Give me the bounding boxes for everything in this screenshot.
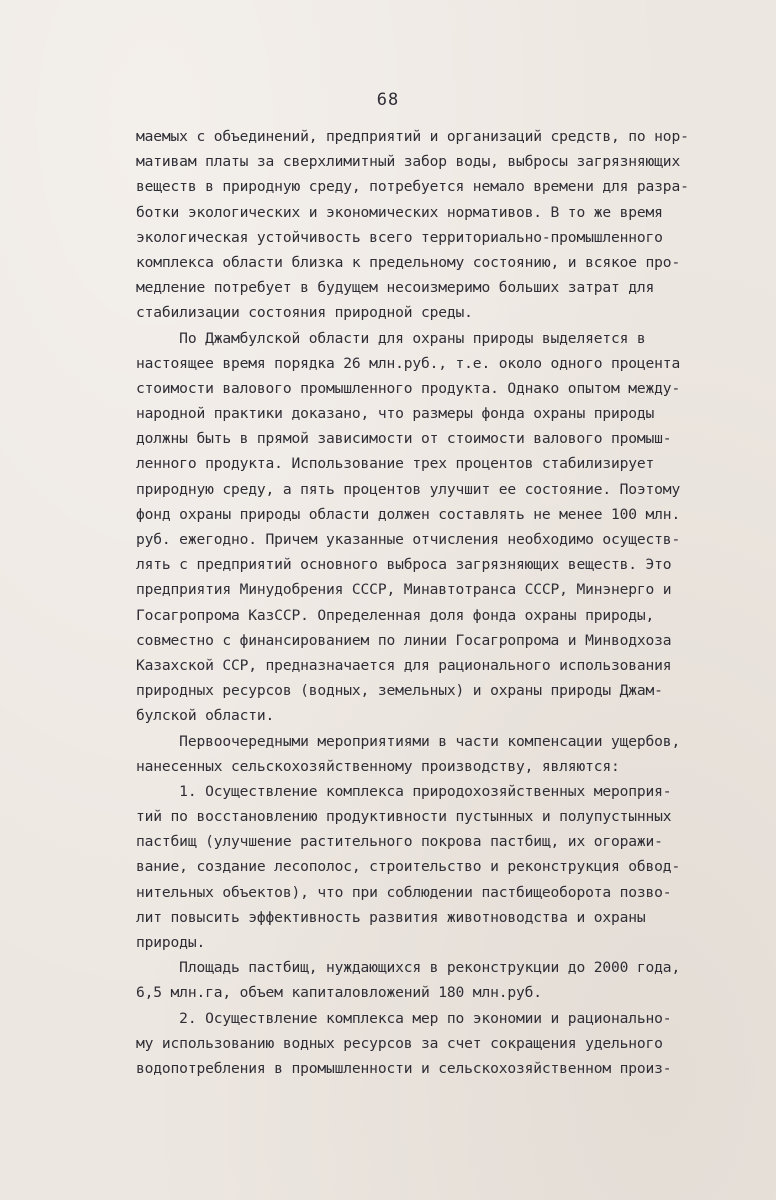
text-line: медление потребует в будущем несоизмеримо больших затрат для	[136, 279, 655, 297]
body-text	[136, 124, 736, 1081]
text-line: маемых с объединений, предприятий и организаций средств, по нор-	[136, 128, 689, 145]
text-line: стоимости валового промышленного продукта. Однако опытом между-	[136, 379, 681, 397]
text-line: ленного продукта. Использование трех процентов стабилизирует	[136, 455, 655, 473]
text-line: веществ в природную среду, потребуется немало времени для разра-	[136, 178, 689, 196]
text-line: настоящее время порядка 26 млн.руб., т.е. около одного процента	[136, 354, 681, 372]
text-line: фонд охраны природы области должен составлять не менее 100 млн.	[136, 505, 681, 523]
text-line: 2. Осуществление комплекса мер по экономии и рационально-	[136, 1009, 672, 1027]
text-line: вание, создание лесополос, строительство и реконструкция обвод-	[136, 858, 681, 876]
text-line: совместно с финансированием по линии Госагропрома и Минводхоза	[136, 631, 672, 649]
text-line: По Джамбулской области для охраны природы выделяется в	[136, 329, 646, 347]
text-line: природы.	[136, 934, 206, 951]
text-line: природную среду, а пять процентов улучшит ее состояние. Поэтому	[136, 480, 681, 498]
text-line: стабилизации состояния природной среды.	[136, 304, 473, 322]
text-line: лит повысить эффективность развития животноводства и охраны	[136, 908, 646, 926]
page-number: 68	[376, 90, 400, 110]
text-line: природных ресурсов (водных, земельных) и охраны природы Джам-	[136, 682, 663, 700]
text-line: мативам платы за сверхлимитный забор воды, выбросы загрязняющих	[136, 153, 681, 171]
text-line: народной практики доказано, что размеры фонда охраны природы	[136, 405, 655, 423]
text-line: нительных объектов), что при соблюдении пастбищеоборота позво-	[136, 883, 672, 901]
text-line: тий по восстановлению продуктивности пустынных и полупустынных	[136, 808, 672, 826]
text-line: нанесенных сельскохозяйственному производству, являются:	[136, 757, 620, 775]
text-line: Площадь пастбищ, нуждающихся в реконструкции до 2000 года,	[136, 959, 681, 977]
text-line: лять с предприятий основного выброса загрязняющих веществ. Это	[136, 556, 672, 574]
text-line: комплекса области близка к предельному состоянию, и всякое про-	[136, 253, 681, 271]
text-line: ботки экологических и экономических нормативов. В то же время	[136, 203, 663, 221]
text-line: руб. ежегодно. Причем указанные отчисления необходимо осуществ-	[136, 531, 681, 548]
text-line: должны быть в прямой зависимости от стоимости валового промыш-	[136, 430, 672, 448]
text-line: 1. Осуществление комплекса природохозяйственных мероприя-	[136, 782, 672, 800]
text-line: 6,5 млн.га, объем капиталовложений 180 млн.руб.	[136, 984, 542, 1002]
text-line: Казахской ССР, предназначается для рационального использования	[136, 656, 672, 674]
text-line: экологическая устойчивость всего территориально-промышленного	[136, 228, 663, 246]
text-line: предприятия Минудобрения СССР, Минавтотранса СССР, Минэнерго и	[136, 581, 672, 599]
text-line: булской области.	[136, 707, 275, 725]
text-line: водопотребления в промышленности и сельскохозяйственном произ-	[136, 1059, 672, 1077]
text-line: Первоочередными мероприятиями в части компенсации ущербов,	[136, 732, 681, 750]
text-line: Госагропрома КазССР. Определенная доля фонда охраны природы,	[136, 606, 655, 624]
text-line: пастбищ (улучшение растительного покрова пастбищ, их огоражи-	[136, 833, 663, 851]
text-line: му использованию водных ресурсов за счет сокращения удельного	[136, 1034, 663, 1052]
